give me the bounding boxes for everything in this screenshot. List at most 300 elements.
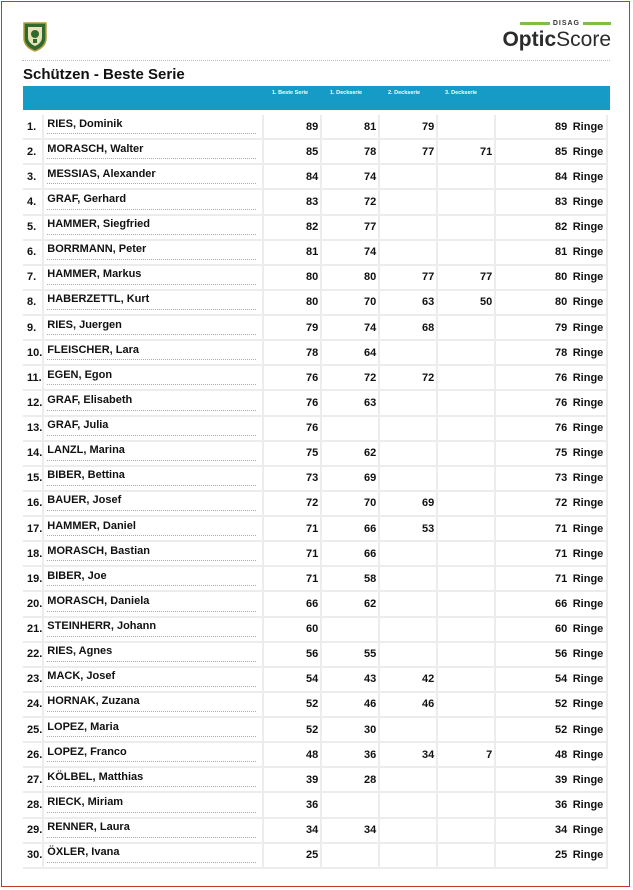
deck-series-2-cell xyxy=(380,793,438,818)
table-row xyxy=(23,618,608,643)
deck-series-2-cell: 79 xyxy=(380,115,438,140)
best-series-cell: 66 xyxy=(264,592,322,617)
best-series-cell: 81 xyxy=(264,241,322,266)
name-cell: MACK, Josef xyxy=(44,668,264,693)
deck-series-2-cell: 77 xyxy=(380,140,438,165)
rank-cell: 3. xyxy=(23,165,44,190)
total-value: 89 xyxy=(555,120,568,133)
name-cell: HAMMER, Daniel xyxy=(44,517,264,542)
deck-series-2-cell xyxy=(380,216,438,241)
rank-cell: 17. xyxy=(23,517,44,542)
rank-cell: 4. xyxy=(23,190,44,215)
total-value: 79 xyxy=(555,321,568,334)
deck-series-1-cell: 58 xyxy=(322,567,380,592)
total-cell xyxy=(496,165,608,190)
total-cell xyxy=(496,442,608,467)
total-unit: Ringe xyxy=(572,748,604,761)
name-cell: MORASCH, Walter xyxy=(44,140,264,165)
column-header-deck2: 2. Deckserie xyxy=(388,90,421,96)
total-value: 71 xyxy=(555,522,568,535)
deck-series-1-cell: 66 xyxy=(322,542,380,567)
table-row xyxy=(23,266,608,291)
table-row xyxy=(23,668,608,693)
table-row xyxy=(23,115,608,140)
total-cell xyxy=(496,844,608,869)
total-value: 76 xyxy=(555,371,568,384)
name-cell: MORASCH, Bastian xyxy=(44,542,264,567)
total-unit: Ringe xyxy=(572,447,604,460)
total-unit: Ringe xyxy=(572,522,604,535)
total-value: 84 xyxy=(555,170,568,183)
deck-series-3-cell xyxy=(438,391,496,416)
deck-series-3-cell xyxy=(438,417,496,442)
name-cell: EGEN, Egon xyxy=(44,366,264,391)
total-unit: Ringe xyxy=(572,195,604,208)
deck-series-2-cell xyxy=(380,718,438,743)
best-series-cell: 71 xyxy=(264,542,322,567)
column-header-deck3: 3. Deckserie xyxy=(445,90,478,96)
deck-series-3-cell xyxy=(438,567,496,592)
deck-series-2-cell: 69 xyxy=(380,492,438,517)
brand-logo xyxy=(496,18,611,52)
best-series-cell: 60 xyxy=(264,618,322,643)
deck-series-1-cell: 30 xyxy=(322,718,380,743)
rank-cell: 7. xyxy=(23,266,44,291)
total-value: 34 xyxy=(555,824,568,837)
name-cell: FLEISCHER, Lara xyxy=(44,341,264,366)
rank-cell: 27. xyxy=(23,768,44,793)
deck-series-3-cell: 77 xyxy=(438,266,496,291)
deck-series-2-cell: 46 xyxy=(380,693,438,718)
deck-series-3-cell: 7 xyxy=(438,743,496,768)
total-cell xyxy=(496,266,608,291)
best-series-cell: 56 xyxy=(264,643,322,668)
deck-series-3-cell xyxy=(438,668,496,693)
total-cell xyxy=(496,140,608,165)
total-value: 76 xyxy=(555,396,568,409)
table-row xyxy=(23,291,608,316)
deck-series-2-cell xyxy=(380,618,438,643)
best-series-cell: 80 xyxy=(264,266,322,291)
deck-series-2-cell xyxy=(380,567,438,592)
total-unit: Ringe xyxy=(572,547,604,560)
total-unit: Ringe xyxy=(572,346,604,359)
name-cell: LANZL, Marina xyxy=(44,442,264,467)
deck-series-2-cell xyxy=(380,417,438,442)
rank-cell: 28. xyxy=(23,793,44,818)
total-unit: Ringe xyxy=(572,723,604,736)
deck-series-1-cell: 74 xyxy=(322,316,380,341)
total-unit: Ringe xyxy=(572,422,604,435)
name-cell: BAUER, Josef xyxy=(44,492,264,517)
deck-series-1-cell: 69 xyxy=(322,467,380,492)
deck-series-1-cell xyxy=(322,844,380,869)
rank-cell: 1. xyxy=(23,115,44,140)
total-cell xyxy=(496,241,608,266)
best-series-cell: 76 xyxy=(264,417,322,442)
deck-series-3-cell xyxy=(438,216,496,241)
name-cell: BIBER, Joe xyxy=(44,567,264,592)
deck-series-3-cell xyxy=(438,341,496,366)
deck-series-2-cell xyxy=(380,819,438,844)
best-series-cell: 83 xyxy=(264,190,322,215)
table-row xyxy=(23,517,608,542)
name-cell: RENNER, Laura xyxy=(44,819,264,844)
name-cell: GRAF, Julia xyxy=(44,417,264,442)
deck-series-2-cell xyxy=(380,190,438,215)
total-cell xyxy=(496,668,608,693)
best-series-cell: 54 xyxy=(264,668,322,693)
table-row xyxy=(23,216,608,241)
deck-series-3-cell xyxy=(438,467,496,492)
total-unit: Ringe xyxy=(572,472,604,485)
total-unit: Ringe xyxy=(572,371,604,384)
table-row xyxy=(23,768,608,793)
deck-series-1-cell xyxy=(322,793,380,818)
best-series-cell: 52 xyxy=(264,693,322,718)
total-value: 73 xyxy=(555,472,568,485)
table-row xyxy=(23,165,608,190)
rank-cell: 30. xyxy=(23,844,44,869)
best-series-cell: 84 xyxy=(264,165,322,190)
total-unit: Ringe xyxy=(572,849,604,862)
total-value: 80 xyxy=(555,296,568,309)
rank-cell: 9. xyxy=(23,316,44,341)
name-cell: LOPEZ, Franco xyxy=(44,743,264,768)
best-series-cell: 34 xyxy=(264,819,322,844)
name-cell: GRAF, Elisabeth xyxy=(44,391,264,416)
total-value: 39 xyxy=(555,773,568,786)
deck-series-2-cell xyxy=(380,768,438,793)
header-separator xyxy=(22,60,610,61)
table-row xyxy=(23,693,608,718)
best-series-cell: 71 xyxy=(264,567,322,592)
deck-series-2-cell xyxy=(380,241,438,266)
best-series-cell: 78 xyxy=(264,341,322,366)
name-cell: KÖLBEL, Matthias xyxy=(44,768,264,793)
deck-series-1-cell: 74 xyxy=(322,241,380,266)
total-value: 71 xyxy=(555,572,568,585)
total-value: 85 xyxy=(555,145,568,158)
deck-series-2-cell: 72 xyxy=(380,366,438,391)
deck-series-3-cell xyxy=(438,517,496,542)
total-cell xyxy=(496,190,608,215)
best-series-cell: 73 xyxy=(264,467,322,492)
total-value: 82 xyxy=(555,221,568,234)
total-cell xyxy=(496,391,608,416)
total-cell xyxy=(496,768,608,793)
deck-series-3-cell xyxy=(438,819,496,844)
total-cell xyxy=(496,542,608,567)
deck-series-3-cell xyxy=(438,793,496,818)
name-cell: RIES, Dominik xyxy=(44,115,264,140)
name-cell: ÖXLER, Ivana xyxy=(44,844,264,869)
rank-cell: 24. xyxy=(23,693,44,718)
rank-cell: 25. xyxy=(23,718,44,743)
total-unit: Ringe xyxy=(572,321,604,334)
brand-name: OpticScore xyxy=(502,28,611,51)
deck-series-3-cell xyxy=(438,366,496,391)
deck-series-3-cell xyxy=(438,442,496,467)
rank-cell: 14. xyxy=(23,442,44,467)
deck-series-3-cell xyxy=(438,718,496,743)
deck-series-3-cell xyxy=(438,643,496,668)
best-series-cell: 75 xyxy=(264,442,322,467)
table-row xyxy=(23,140,608,165)
brand-accent-line xyxy=(583,22,611,25)
deck-series-2-cell: 53 xyxy=(380,517,438,542)
page-title: Schützen - Beste Serie xyxy=(23,66,185,83)
rank-cell: 10. xyxy=(23,341,44,366)
brand-accent-line xyxy=(520,22,550,25)
rank-cell: 20. xyxy=(23,592,44,617)
total-unit: Ringe xyxy=(572,648,604,661)
table-row xyxy=(23,391,608,416)
rank-cell: 26. xyxy=(23,743,44,768)
table-row xyxy=(23,417,608,442)
deck-series-1-cell: 78 xyxy=(322,140,380,165)
table-row xyxy=(23,592,608,617)
total-unit: Ringe xyxy=(572,773,604,786)
total-value: 83 xyxy=(555,195,568,208)
best-series-cell: 48 xyxy=(264,743,322,768)
deck-series-2-cell xyxy=(380,165,438,190)
total-value: 76 xyxy=(555,422,568,435)
total-unit: Ringe xyxy=(572,271,604,284)
brand-company: DISAG xyxy=(552,19,580,27)
deck-series-1-cell: 72 xyxy=(322,366,380,391)
deck-series-1-cell: 46 xyxy=(322,693,380,718)
deck-series-2-cell xyxy=(380,592,438,617)
table-row xyxy=(23,316,608,341)
deck-series-3-cell xyxy=(438,492,496,517)
best-series-cell: 80 xyxy=(264,291,322,316)
deck-series-3-cell xyxy=(438,768,496,793)
name-cell: LOPEZ, Maria xyxy=(44,718,264,743)
total-value: 71 xyxy=(555,547,568,560)
name-cell: HAMMER, Markus xyxy=(44,266,264,291)
total-cell xyxy=(496,819,608,844)
deck-series-1-cell: 74 xyxy=(322,165,380,190)
rank-cell: 13. xyxy=(23,417,44,442)
deck-series-1-cell: 43 xyxy=(322,668,380,693)
table-row xyxy=(23,567,608,592)
name-cell: MESSIAS, Alexander xyxy=(44,165,264,190)
deck-series-1-cell: 28 xyxy=(322,768,380,793)
best-series-cell: 72 xyxy=(264,492,322,517)
total-unit: Ringe xyxy=(572,673,604,686)
rank-cell: 18. xyxy=(23,542,44,567)
deck-series-1-cell: 72 xyxy=(322,190,380,215)
table-row xyxy=(23,844,608,869)
name-cell: GRAF, Gerhard xyxy=(44,190,264,215)
total-unit: Ringe xyxy=(572,698,604,711)
table-row xyxy=(23,341,608,366)
total-cell xyxy=(496,567,608,592)
total-cell xyxy=(496,492,608,517)
deck-series-2-cell xyxy=(380,442,438,467)
total-unit: Ringe xyxy=(572,572,604,585)
total-cell xyxy=(496,592,608,617)
table-row xyxy=(23,190,608,215)
rank-cell: 22. xyxy=(23,643,44,668)
total-value: 52 xyxy=(555,698,568,711)
deck-series-2-cell: 77 xyxy=(380,266,438,291)
total-cell xyxy=(496,316,608,341)
table-row xyxy=(23,643,608,668)
deck-series-1-cell: 34 xyxy=(322,819,380,844)
rank-cell: 16. xyxy=(23,492,44,517)
deck-series-3-cell xyxy=(438,542,496,567)
total-cell xyxy=(496,366,608,391)
rank-cell: 5. xyxy=(23,216,44,241)
name-cell: RIECK, Miriam xyxy=(44,793,264,818)
deck-series-3-cell xyxy=(438,165,496,190)
club-crest-logo xyxy=(22,20,48,52)
total-value: 66 xyxy=(555,597,568,610)
total-value: 36 xyxy=(555,798,568,811)
total-value: 60 xyxy=(555,623,568,636)
table-row xyxy=(23,819,608,844)
total-value: 81 xyxy=(555,246,568,259)
rank-cell: 19. xyxy=(23,567,44,592)
name-cell: HORNAK, Zuzana xyxy=(44,693,264,718)
deck-series-2-cell xyxy=(380,391,438,416)
total-cell xyxy=(496,793,608,818)
deck-series-2-cell: 42 xyxy=(380,668,438,693)
name-cell: RIES, Agnes xyxy=(44,643,264,668)
total-cell xyxy=(496,115,608,140)
table-row xyxy=(23,743,608,768)
deck-series-1-cell: 66 xyxy=(322,517,380,542)
deck-series-3-cell: 71 xyxy=(438,140,496,165)
best-series-cell: 52 xyxy=(264,718,322,743)
table-row xyxy=(23,718,608,743)
deck-series-2-cell xyxy=(380,467,438,492)
total-cell xyxy=(496,718,608,743)
deck-series-1-cell: 70 xyxy=(322,492,380,517)
deck-series-3-cell xyxy=(438,618,496,643)
total-cell xyxy=(496,341,608,366)
total-cell xyxy=(496,743,608,768)
table-row xyxy=(23,366,608,391)
rank-cell: 8. xyxy=(23,291,44,316)
total-cell xyxy=(496,643,608,668)
total-unit: Ringe xyxy=(572,497,604,510)
name-cell: BIBER, Bettina xyxy=(44,467,264,492)
best-series-cell: 36 xyxy=(264,793,322,818)
deck-series-1-cell: 77 xyxy=(322,216,380,241)
column-header-deck1: 1. Deckserie xyxy=(330,90,363,96)
best-series-cell: 39 xyxy=(264,768,322,793)
best-series-cell: 82 xyxy=(264,216,322,241)
name-cell: RIES, Juergen xyxy=(44,316,264,341)
deck-series-1-cell: 63 xyxy=(322,391,380,416)
best-series-cell: 76 xyxy=(264,366,322,391)
deck-series-1-cell xyxy=(322,417,380,442)
deck-series-3-cell xyxy=(438,592,496,617)
best-series-cell: 25 xyxy=(264,844,322,869)
total-unit: Ringe xyxy=(572,597,604,610)
total-value: 72 xyxy=(555,497,568,510)
total-cell xyxy=(496,417,608,442)
rank-cell: 6. xyxy=(23,241,44,266)
deck-series-3-cell xyxy=(438,316,496,341)
total-unit: Ringe xyxy=(572,798,604,811)
table-row xyxy=(23,793,608,818)
rank-cell: 12. xyxy=(23,391,44,416)
best-series-cell: 89 xyxy=(264,115,322,140)
deck-series-2-cell: 63 xyxy=(380,291,438,316)
table-row xyxy=(23,542,608,567)
rank-cell: 2. xyxy=(23,140,44,165)
deck-series-2-cell: 68 xyxy=(380,316,438,341)
deck-series-2-cell: 34 xyxy=(380,743,438,768)
total-cell xyxy=(496,618,608,643)
best-series-cell: 79 xyxy=(264,316,322,341)
rank-cell: 21. xyxy=(23,618,44,643)
total-unit: Ringe xyxy=(572,396,604,409)
total-unit: Ringe xyxy=(572,296,604,309)
total-value: 80 xyxy=(555,271,568,284)
column-header-bar xyxy=(23,86,610,110)
rank-cell: 23. xyxy=(23,668,44,693)
table-row xyxy=(23,241,608,266)
deck-series-1-cell xyxy=(322,618,380,643)
best-series-cell: 71 xyxy=(264,517,322,542)
name-cell: MORASCH, Daniela xyxy=(44,592,264,617)
deck-series-3-cell xyxy=(438,241,496,266)
table-row xyxy=(23,442,608,467)
deck-series-3-cell xyxy=(438,693,496,718)
total-unit: Ringe xyxy=(572,824,604,837)
deck-series-3-cell xyxy=(438,844,496,869)
total-unit: Ringe xyxy=(572,170,604,183)
rank-cell: 15. xyxy=(23,467,44,492)
rank-cell: 11. xyxy=(23,366,44,391)
deck-series-1-cell: 36 xyxy=(322,743,380,768)
name-cell: HABERZETTL, Kurt xyxy=(44,291,264,316)
total-value: 78 xyxy=(555,346,568,359)
deck-series-2-cell xyxy=(380,542,438,567)
deck-series-3-cell xyxy=(438,115,496,140)
table-row xyxy=(23,467,608,492)
total-cell xyxy=(496,693,608,718)
total-unit: Ringe xyxy=(572,221,604,234)
deck-series-1-cell: 55 xyxy=(322,643,380,668)
best-series-cell: 76 xyxy=(264,391,322,416)
name-cell: BORRMANN, Peter xyxy=(44,241,264,266)
total-value: 56 xyxy=(555,648,568,661)
results-table xyxy=(23,115,608,869)
deck-series-2-cell xyxy=(380,643,438,668)
total-unit: Ringe xyxy=(572,120,604,133)
rank-cell: 29. xyxy=(23,819,44,844)
total-value: 25 xyxy=(555,849,568,862)
total-value: 54 xyxy=(555,673,568,686)
total-value: 52 xyxy=(555,723,568,736)
deck-series-1-cell: 70 xyxy=(322,291,380,316)
deck-series-1-cell: 62 xyxy=(322,442,380,467)
deck-series-2-cell xyxy=(380,341,438,366)
table-row xyxy=(23,492,608,517)
deck-series-1-cell: 81 xyxy=(322,115,380,140)
total-unit: Ringe xyxy=(572,145,604,158)
best-series-cell: 85 xyxy=(264,140,322,165)
total-cell xyxy=(496,291,608,316)
total-unit: Ringe xyxy=(572,623,604,636)
deck-series-2-cell xyxy=(380,844,438,869)
